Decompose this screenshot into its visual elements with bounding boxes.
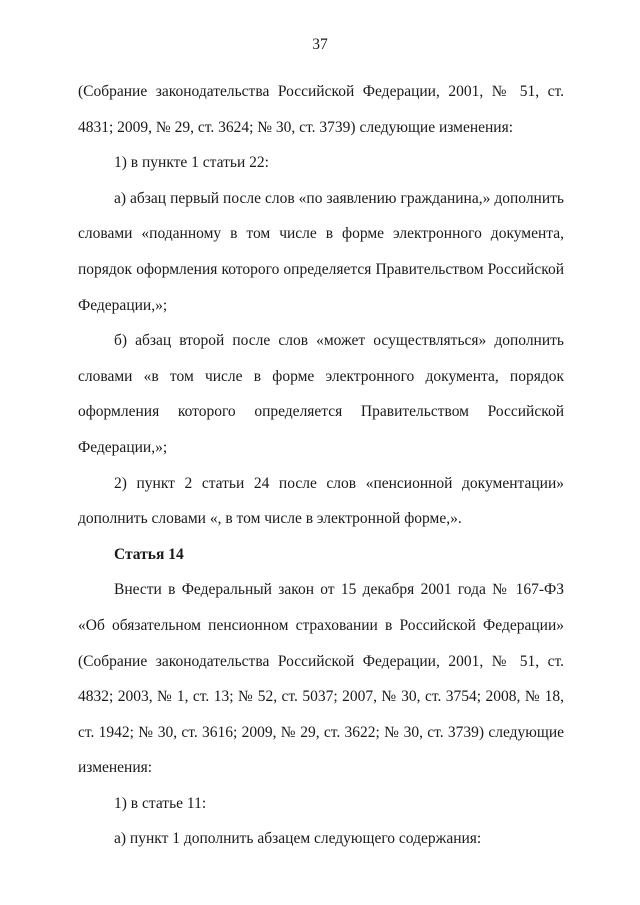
page-number: 37 (312, 36, 328, 53)
paragraph-continuation: (Собрание законодательства Российской Федерации, 2001, № 51, ст. 4831; 2009, № 29, ст. 3624; № 30, ст. 3739) следующие изменения: (78, 83, 564, 136)
document-body (78, 74, 564, 857)
paragraph-article-item-1: 1) в статье 11: (114, 794, 207, 812)
paragraph-article-intro: Внести в Федеральный закон от 15 декабря 2001 года № 167-ФЗ «Об обязательном пенсионном страховании в Российской Федерации» (Собрание законодательства Российской Федерации, 2001, № 51, ст. 4832; 2003, № 1, ст. 13; № 52, ст. 5037; 2007, № 30, ст. 3754; 2008, № 18, ст. 1942; № 30, ст. 3616; 2009, № 29, ст. 3622; № 30, ст. 3739) следующие изменения: (78, 581, 564, 777)
paragraph-subitem-b: б) абзац второй после слов «может осуществляться» дополнить словами «в том числе в форме электронного документа, порядок оформления которого определяется Правительством Российской Федерации,»; (78, 332, 564, 456)
article-heading: Статья 14 (114, 545, 184, 563)
paragraph-article-subitem-a: а) пункт 1 дополнить абзацем следующего содержания: (114, 830, 482, 848)
paragraph-item-2: 2) пункт 2 статьи 24 после слов «пенсионной документации» дополнить словами «, в том числе в электронной форме,». (78, 474, 564, 528)
paragraph-item-1: 1) в пункте 1 статьи 22: (114, 154, 269, 172)
paragraph-subitem-a: а) абзац первый после слов «по заявлению гражданина,» дополнить словами «поданному в том числе в форме электронного документа, порядок оформления которого определяется Правительством Российской Федерации,»; (78, 189, 564, 314)
